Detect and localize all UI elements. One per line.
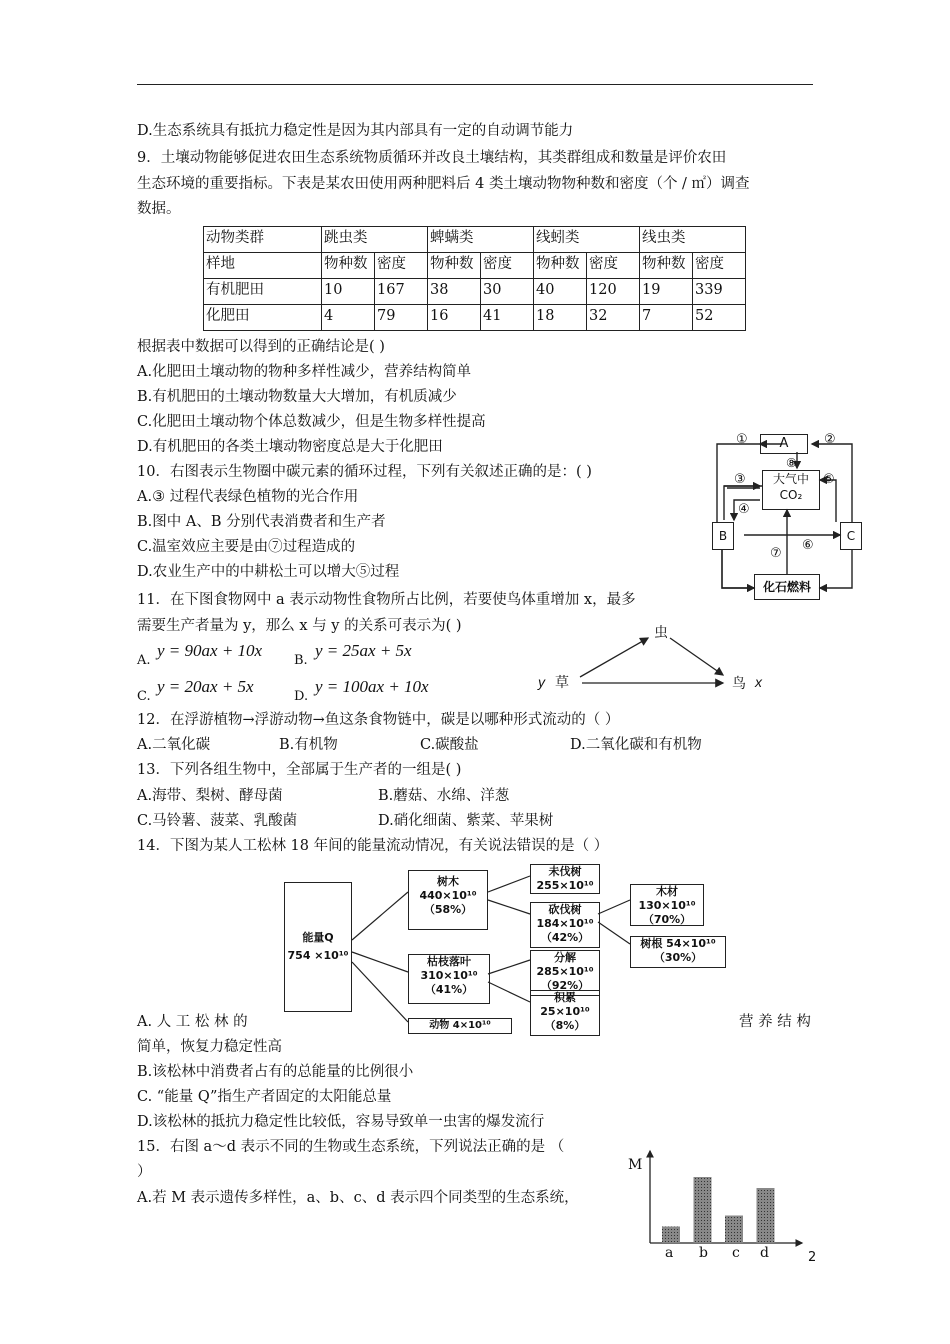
table-sub: 密度 — [693, 253, 746, 279]
x-tick-b: b — [699, 1245, 708, 1261]
table-sub: 密度 — [481, 253, 534, 279]
litter-percent: （41%） — [424, 983, 474, 996]
q10-option-b: B.图中 A、B 分别代表消费者和生产者 — [137, 514, 386, 530]
table-cell: 19 — [640, 279, 693, 305]
energy-animal-box: 动物 4×10¹⁰ — [408, 1018, 512, 1034]
q11-equation-c: y = 20ax + 5x — [157, 677, 254, 696]
table-cell: 41 — [481, 305, 534, 331]
bar-b — [694, 1177, 712, 1243]
q15-stem-1: 15．右图 a～d 表示不同的生物或生态系统，下列说法正确的是 （ — [137, 1139, 565, 1155]
q10-stem: 10．右图表示生物圈中碳元素的循环过程，下列有关叙述正确的是：( ) — [137, 464, 592, 480]
cut-label: 砍伐树 — [548, 903, 582, 916]
q14-option-a-cont: 简单，恢复力稳定性高 — [137, 1039, 282, 1055]
q8-option-d: D.生态系统具有抵抗力稳定性是因为其内部具有一定的自动调节能力 — [137, 123, 574, 139]
q13-stem: 13．下列各组生物中，全部属于生产者的一组是( ) — [137, 762, 462, 778]
q9-stem-2: 生态环境的重要指标。下表是某农田使用两种肥料后 4 类土壤动物物种数和密度（个 / ㎡）调查 — [137, 176, 750, 192]
bar-c — [725, 1216, 743, 1244]
wood-value: 130×10¹⁰ — [638, 899, 696, 912]
wood-percent: （70%） — [642, 913, 692, 926]
food-web-diagram — [530, 620, 780, 700]
process-8: ⑧ — [786, 456, 797, 470]
co2-label-1: 大气中 — [772, 472, 809, 486]
table-cell: 16 — [428, 305, 481, 331]
cut-percent: （42%） — [540, 931, 590, 944]
q11-equation-b: y = 25ax + 5x — [315, 641, 412, 660]
table-sub: 物种数 — [322, 253, 375, 279]
table-cell: 120 — [587, 279, 640, 305]
table-cell: 18 — [534, 305, 587, 331]
q9-question: 根据表中数据可以得到的正确结论是( ) — [137, 339, 385, 355]
energy-uncut-box — [530, 864, 600, 894]
q11-label-d: D. — [294, 689, 309, 704]
litter-value: 310×10¹⁰ — [420, 969, 478, 982]
process-4: ④ — [738, 502, 750, 517]
root-label: 树根 54×10¹⁰ — [640, 937, 716, 950]
process-2: ② — [824, 432, 836, 447]
q11-stem-1: 11．在下图食物网中 a 表示动物性食物所占比例，若要使鸟体重增加 x，最多 — [137, 592, 636, 608]
process-3: ③ — [734, 472, 746, 487]
page-number: 2 — [808, 1250, 817, 1265]
q12-option-a: A.二氧化碳 — [137, 737, 211, 753]
co2-label-2: CO₂ — [779, 488, 803, 502]
node-atmosphere-co2 — [762, 470, 820, 510]
header-rule — [137, 84, 813, 85]
q9-stem-3: 数据。 — [137, 201, 181, 217]
q11-label-a: A. — [137, 653, 151, 668]
bar-a — [662, 1227, 680, 1244]
table-header-nematode: 线虫类 — [640, 227, 746, 253]
table-cell: 4 — [322, 305, 375, 331]
decompose-value: 285×10¹⁰ — [536, 965, 594, 978]
table-cell: 7 — [640, 305, 693, 331]
tree-label: 树木 — [437, 875, 459, 888]
table-cell: 有机肥田 — [204, 279, 322, 305]
q13-option-a: A.海带、梨树、酵母菌 — [137, 788, 283, 804]
q13-option-b: B.蘑菇、水绵、洋葱 — [378, 788, 510, 804]
table-cell: 10 — [322, 279, 375, 305]
energy-flow-diagram — [280, 862, 730, 1034]
q12-option-d: D.二氧化碳和有机物 — [570, 737, 702, 753]
soil-animal-table — [203, 226, 746, 331]
food-web-x: x — [755, 674, 762, 690]
energy-wood-box — [630, 884, 704, 926]
food-web-y: y — [538, 674, 545, 690]
accumulate-value: 25×10¹⁰ — [540, 1005, 590, 1018]
q13-option-d: D.硝化细菌、紫菜、苹果树 — [378, 813, 554, 829]
table-cell: 339 — [693, 279, 746, 305]
q12-option-c: C.碳酸盐 — [420, 737, 479, 753]
decompose-label: 分解 — [554, 951, 576, 964]
food-web-insect: 虫 — [654, 625, 668, 641]
table-cell: 38 — [428, 279, 481, 305]
q14-stem: 14．下图为某人工松林 18 年间的能量流动情况，有关说法错误的是（ ） — [137, 838, 609, 854]
q15-option-a: A.若 M 表示遗传多样性，a、b、c、d 表示四个同类型的生态系统， — [137, 1190, 579, 1206]
table-cell: 79 — [375, 305, 428, 331]
q9-option-a: A.化肥田土壤动物的物种多样性减少，营养结构简单 — [137, 364, 472, 380]
table-header-sample: 样地 — [204, 253, 322, 279]
q9-option-d: D.有机肥田的各类土壤动物密度总是大于化肥田 — [137, 439, 443, 455]
energy-q-value: 754 ×10¹⁰ — [287, 949, 349, 962]
q11-label-b: B. — [294, 653, 308, 668]
q10-option-c: C.温室效应主要是由⑦过程造成的 — [137, 539, 356, 555]
node-b: B — [712, 522, 734, 550]
accumulate-percent: （8%） — [544, 1019, 586, 1032]
q14-option-d: D.该松林的抵抗力稳定性比较低，容易导致单一虫害的爆发流行 — [137, 1114, 545, 1130]
food-web-grass: 草 — [555, 675, 569, 691]
wood-label: 木材 — [656, 885, 678, 898]
table-sub: 物种数 — [428, 253, 481, 279]
energy-cut-box — [530, 902, 600, 948]
energy-accumulate-box — [530, 990, 600, 1036]
node-c: C — [840, 522, 862, 550]
decompose-percent: （92%） — [540, 979, 590, 992]
q11-equation-d: y = 100ax + 10x — [315, 677, 429, 696]
energy-litter-box — [408, 954, 490, 1004]
q13-option-c: C.马铃薯、菠菜、乳酸菌 — [137, 813, 298, 829]
x-tick-c: c — [732, 1245, 740, 1261]
table-cell: 52 — [693, 305, 746, 331]
table-header-enchytraeid: 线蚓类 — [534, 227, 640, 253]
q11-label-c: C. — [137, 689, 151, 704]
table-sub: 物种数 — [534, 253, 587, 279]
table-header-group: 动物类群 — [204, 227, 322, 253]
table-cell: 化肥田 — [204, 305, 322, 331]
energy-root-box — [630, 936, 726, 968]
q14-option-c: C. “能量 Q”指生产者固定的太阳能总量 — [137, 1089, 392, 1105]
q11-stem-2: 需要生产者量为 y，那么 x 与 y 的关系可表示为( ) — [137, 618, 462, 634]
accumulate-label: 积累 — [554, 991, 576, 1004]
tree-percent: （58%） — [423, 903, 473, 916]
node-a: A — [760, 434, 808, 454]
q10-option-d: D.农业生产中的中耕松土可以增大⑤过程 — [137, 564, 400, 580]
node-fossil-fuel: 化石燃料 — [754, 574, 820, 600]
energy-q-label: 能量Q — [302, 931, 334, 944]
y-axis-label: M — [628, 1157, 643, 1173]
energy-tree-box — [408, 870, 488, 930]
q14-option-b: B.该松林中消费者占有的总能量的比例很小 — [137, 1064, 414, 1080]
process-5: ⑤ — [823, 472, 835, 487]
q12-option-b: B.有机物 — [279, 737, 338, 753]
table-cell: 32 — [587, 305, 640, 331]
litter-label: 枯枝落叶 — [427, 955, 471, 968]
q9-option-c: C.化肥田土壤动物个体总数减少，但是生物多样性提高 — [137, 414, 486, 430]
uncut-label: 未伐树 — [548, 865, 582, 878]
x-tick-a: a — [665, 1245, 674, 1261]
tree-value: 440×10¹⁰ — [419, 889, 477, 902]
q9-stem-1: 9．土壤动物能够促进农田生态系统物质循环并改良土壤结构，其类群组成和数量是评价农田 — [137, 150, 727, 166]
root-percent: （30%） — [653, 951, 703, 964]
bar-chart — [620, 1145, 820, 1265]
q11-equation-a: y = 90ax + 10x — [157, 641, 263, 660]
cut-value: 184×10¹⁰ — [536, 917, 594, 930]
table-cell: 30 — [481, 279, 534, 305]
energy-q-box — [284, 882, 352, 1012]
process-7: ⑦ — [770, 546, 782, 561]
uncut-value: 255×10¹⁰ — [536, 879, 594, 892]
process-1: ① — [736, 432, 748, 447]
food-web-bird: 鸟 — [732, 676, 746, 692]
q12-stem: 12．在浮游植物→浮游动物→鱼这条食物链中，碳是以哪种形式流动的（ ） — [137, 712, 620, 728]
q14-option-a-right: 营 养 结 构 — [739, 1014, 811, 1030]
table-cell: 167 — [375, 279, 428, 305]
table-sub: 物种数 — [640, 253, 693, 279]
process-6: ⑥ — [802, 538, 814, 553]
q14-option-a-left: A. 人 工 松 林 的 — [137, 1014, 248, 1030]
bar-d — [757, 1188, 775, 1243]
carbon-cycle-diagram — [712, 428, 872, 604]
table-cell: 40 — [534, 279, 587, 305]
q10-option-a: A.③ 过程代表绿色植物的光合作用 — [137, 489, 359, 505]
table-header-mite: 蜱螨类 — [428, 227, 534, 253]
table-row — [204, 305, 746, 331]
q9-option-b: B.有机肥田的土壤动物数量大大增加，有机质减少 — [137, 389, 457, 405]
x-tick-d: d — [760, 1245, 769, 1261]
table-row — [204, 279, 746, 305]
q15-stem-2: ） — [137, 1164, 152, 1180]
table-sub: 密度 — [587, 253, 640, 279]
bar-chart-svg — [620, 1145, 820, 1265]
table-header-springtail: 跳虫类 — [322, 227, 428, 253]
table-sub: 密度 — [375, 253, 428, 279]
